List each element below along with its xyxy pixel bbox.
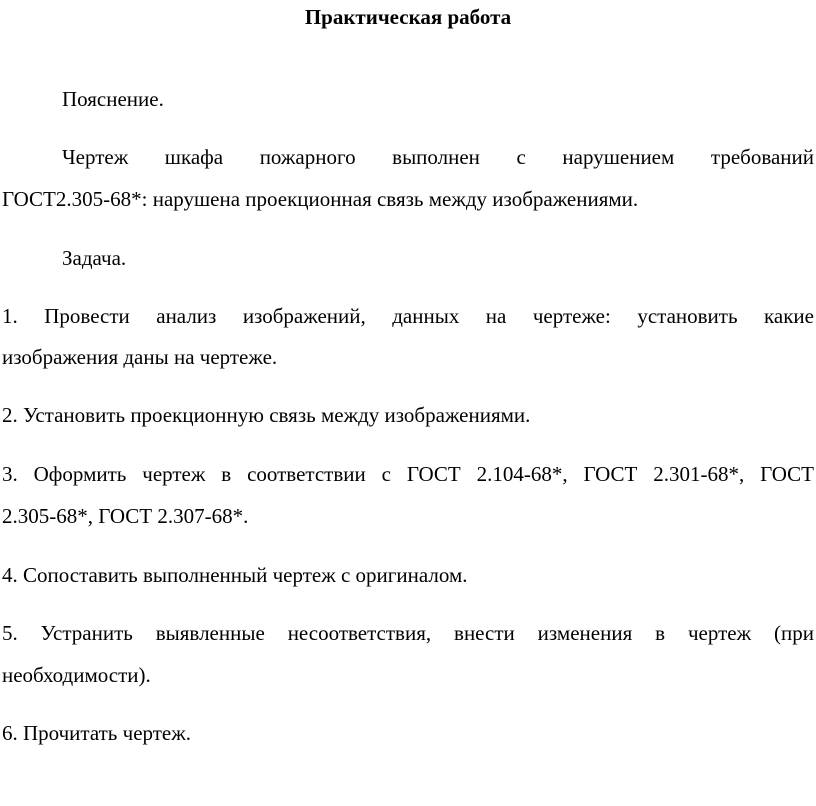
task-item-3-line-1: 3. Оформить чертеж в соответствии с ГОСТ 2.104-68*, ГОСТ 2.301-68*, ГОСТ <box>2 462 814 486</box>
explanation-heading: Пояснение. <box>62 87 164 111</box>
explanation-text-line-1: Чертеж шкафа пожарного выполнен с нарушением требований <box>62 145 814 169</box>
task-item-2: 2. Установить проекционную связь между изображениями. <box>2 403 531 427</box>
task-item-5-line-2: необходимости). <box>2 663 151 687</box>
task-item-6: 6. Прочитать чертеж. <box>2 721 191 745</box>
explanation-text-line-2: ГОСТ2.305-68*: нарушена проекционная связь между изображениями. <box>2 187 639 211</box>
task-item-1-line-1: 1. Провести анализ изображений, данных на чертеже: установить какие <box>2 304 814 328</box>
document-title: Практическая работа <box>304 5 512 29</box>
task-heading: Задача. <box>62 246 127 270</box>
task-item-1-line-2: изображения даны на чертеже. <box>2 345 278 369</box>
task-item-3-line-2: 2.305-68*, ГОСТ 2.307-68*. <box>2 504 249 528</box>
task-item-4: 4. Сопоставить выполненный чертеж с оригиналом. <box>2 563 468 587</box>
task-item-5-line-1: 5. Устранить выявленные несоответствия, внести изменения в чертеж (при <box>2 621 814 645</box>
